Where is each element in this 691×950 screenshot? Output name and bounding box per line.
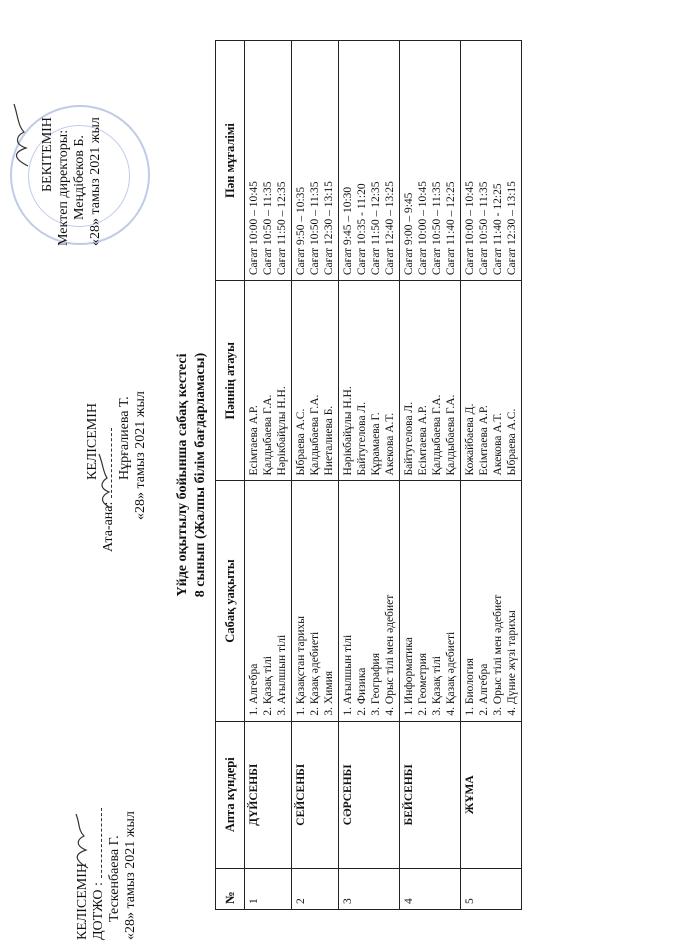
- time-item: Сағат 12:30 – 13:15: [506, 181, 518, 276]
- teacher-item: Нәрікбайұлы Н.Н.: [276, 386, 288, 476]
- teacher-item: Ыбраева А.С.: [295, 408, 307, 476]
- table-header-row: [216, 41, 245, 910]
- row-times: [461, 41, 522, 281]
- lesson-item: 1. Қазақстан тарихы: [295, 616, 307, 716]
- document-subtitle: 8 сынып (Жалпы білім бағдарламасы): [193, 352, 208, 598]
- time-item: Сағат 10:00 – 10:45: [417, 181, 429, 276]
- time-item: Сағат 10:50 – 11:35: [478, 181, 490, 276]
- approval-right-role: Мектеп директоры:: [56, 129, 71, 246]
- teacher-item: Нәрікбайұлы Н.Н.: [342, 386, 354, 476]
- header-lesson: Сабақ уақыты: [216, 481, 245, 721]
- lesson-item: 4. Қазақ әдебиеті: [445, 631, 457, 716]
- row-lessons: [245, 481, 292, 721]
- time-item: Сағат 10:35 - 11:20: [356, 183, 368, 276]
- approval-right-title: БЕКІТЕМІН: [40, 117, 55, 192]
- row-num: 1: [245, 868, 292, 909]
- lesson-item: 1. Биология: [464, 658, 476, 716]
- lesson-item: 3. Ағылшын тілі: [276, 634, 288, 716]
- time-item: Сағат 10:50 – 11:35: [431, 181, 443, 276]
- row-lessons: [400, 481, 461, 721]
- lesson-item: 4. Орыс тілі мен әдебиет: [384, 594, 396, 716]
- row-lessons: [461, 481, 522, 721]
- approval-middle-name: Нұрғалиева Т.: [117, 396, 132, 480]
- lesson-item: 2. Қазақ тілі: [262, 656, 274, 716]
- row-day: СӘРСЕНБІ: [339, 721, 400, 868]
- teacher-item: Ыбраева А.С.: [506, 408, 518, 476]
- lesson-item: 4. Дүние жүзі тарихы: [506, 610, 518, 716]
- table-row: [339, 41, 400, 910]
- table-row: [292, 41, 339, 910]
- time-item: Сағат 12:40 – 13:25: [384, 181, 396, 276]
- table-row: [245, 41, 292, 910]
- approval-left-date: «28» тамыз 2021 жыл: [123, 811, 138, 940]
- row-lessons: [292, 481, 339, 721]
- approval-right-date: «28» тамыз 2021 жыл: [88, 117, 103, 246]
- header-teacher: Пәннің атауы: [216, 281, 245, 481]
- teacher-item: Акекова А.Т.: [492, 412, 504, 476]
- signature-scrawl-right: [8, 100, 34, 170]
- row-teachers: [292, 281, 339, 481]
- lesson-item: 1. Алгебра: [248, 663, 260, 716]
- row-teachers: [400, 281, 461, 481]
- time-item: Сағат 10:50 – 11:35: [309, 181, 321, 276]
- time-item: Сағат 10:00 – 10:45: [248, 181, 260, 276]
- lesson-item: 2. Геометрия: [417, 652, 429, 716]
- row-times: [400, 41, 461, 281]
- approval-right-name: Меңдібеков Б.: [72, 135, 87, 220]
- time-item: Сағат 9:45 – 10:30: [342, 186, 354, 276]
- header-num: №: [216, 868, 245, 909]
- lesson-item: 3. Қазақ тілі: [431, 656, 443, 716]
- time-item: Сағат 11:50 – 12:35: [276, 181, 288, 276]
- teacher-item: Қалдыбаева Г.А.: [309, 394, 321, 476]
- approval-left-role: ДОТЖО :: [91, 882, 106, 940]
- teacher-item: Қалдыбаева Г.А.: [431, 394, 443, 476]
- time-item: Сағат 9:50 – 10:35: [295, 186, 307, 276]
- schedule-table: [215, 40, 522, 910]
- table-row: [461, 41, 522, 910]
- header-day: Апта күндері: [216, 721, 245, 868]
- time-item: Сағат 12:30 – 13:15: [323, 181, 335, 276]
- time-item: Сағат 10:00 – 10:45: [464, 181, 476, 276]
- row-teachers: [461, 281, 522, 481]
- approval-right: [40, 117, 104, 250]
- time-item: Сағат 11:40 - 12:25: [492, 183, 504, 276]
- teacher-item: Кожайбаева Д.: [464, 403, 476, 476]
- teacher-item: Құрамаева Г.: [370, 412, 382, 476]
- row-times: [245, 41, 292, 281]
- teacher-item: Байтугелова Л.: [356, 401, 368, 476]
- row-teachers: [245, 281, 292, 481]
- signature-scrawl-left: [70, 810, 94, 870]
- teacher-item: Акекова А.Т.: [384, 412, 396, 476]
- teacher-item: Байтугелова Л.: [403, 401, 415, 476]
- approval-middle-title: КЕЛІСЕМІН: [85, 403, 100, 480]
- row-num: 5: [461, 868, 522, 909]
- row-day: СЕЙСЕНБІ: [292, 721, 339, 868]
- time-item: Сағат 11:50 – 12:35: [370, 181, 382, 276]
- approval-left-title: КЕЛІСЕМІН: [75, 863, 90, 940]
- lesson-item: 3. Орыс тілі мен әдебиет: [492, 594, 504, 716]
- approval-left-name: Тескенбаева Г.: [107, 835, 122, 922]
- time-item: Сағат 11:40 – 12:25: [445, 181, 457, 276]
- row-day: ДҮЙСЕНБІ: [245, 721, 292, 868]
- teacher-item: Есімтаева А.Р.: [417, 405, 429, 476]
- lesson-item: 2. Физика: [356, 667, 368, 716]
- row-num: 4: [400, 868, 461, 909]
- time-item: Сағат 10:50 – 11:35: [262, 181, 274, 276]
- approval-right-role-line: [56, 117, 72, 250]
- row-day: БЕЙСЕНБІ: [400, 721, 461, 868]
- lesson-item: 2. Қазақ әдебиеті: [309, 631, 321, 716]
- teacher-item: Есімтаева А.Р.: [478, 405, 490, 476]
- document-title: Үйде оқытылу бойынша сабақ кестесі: [175, 353, 190, 597]
- approval-middle-date: «28» тамыз 2021 жыл: [133, 391, 148, 520]
- lesson-item: 3. География: [370, 653, 382, 716]
- teacher-item: Ниеталиева Б.: [323, 405, 335, 476]
- row-day: ЖҰМА: [461, 721, 522, 868]
- row-times: [339, 41, 400, 281]
- table-row: [400, 41, 461, 910]
- row-num: 3: [339, 868, 400, 909]
- teacher-item: Қалдыбаева Г.А.: [445, 394, 457, 476]
- time-item: Сағат 9:00 – 9:45: [403, 192, 415, 276]
- lesson-item: 1. Ағылшын тілі: [342, 634, 354, 716]
- row-num: 2: [292, 868, 339, 909]
- teacher-item: Қалдыбаева Г.А.: [262, 394, 274, 476]
- row-lessons: [339, 481, 400, 721]
- lesson-item: 1. Информатика: [403, 637, 415, 716]
- row-teachers: [339, 281, 400, 481]
- teacher-item: Есімтаева А.Р.: [248, 405, 260, 476]
- signature-scrawl-middle: [95, 450, 117, 510]
- approval-middle-role: Ата-ана:: [101, 501, 116, 552]
- lesson-item: 2. Алгебра: [478, 663, 490, 716]
- row-times: [292, 41, 339, 281]
- header-time: Пән мұғалімі: [216, 41, 245, 281]
- lesson-item: 3. Химия: [323, 670, 335, 716]
